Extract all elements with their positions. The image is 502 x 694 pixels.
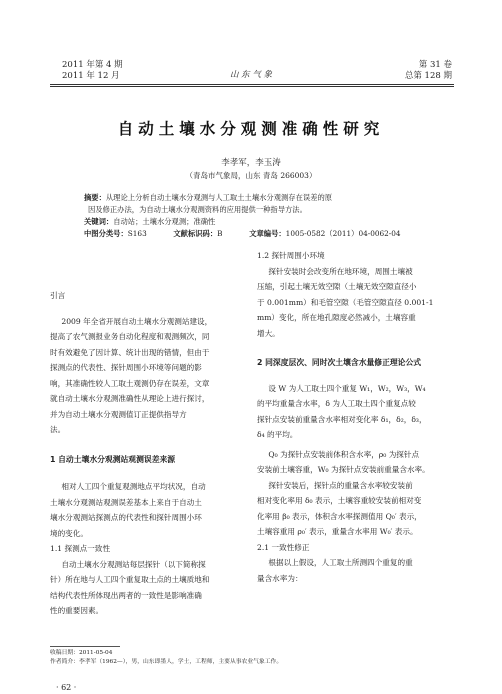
header-rule bbox=[50, 84, 454, 85]
section12-heading: 1.2 探针周围小环境 bbox=[257, 251, 325, 260]
left-column bbox=[50, 288, 248, 619]
intro-heading: 引言 bbox=[50, 291, 66, 300]
header-rule-2 bbox=[50, 86, 454, 87]
journal-name: 山 东 气 象 bbox=[229, 70, 273, 80]
abstract-line2: 因及修正办法，为自动土壤水分观测资料的应用提供一种指导方法。 bbox=[88, 205, 307, 214]
intro-line: 就自动土壤水分观测准确性从理论上进行探讨， bbox=[50, 394, 210, 403]
section12-line: 压缩，引起土壤无效空隙（土壤无效空隙直径小 bbox=[257, 282, 417, 291]
section12-paragraph bbox=[257, 264, 455, 342]
affiliation: （青岛市气象局，山东 青岛 266003） bbox=[185, 171, 317, 180]
section11-line: 自动土壤水分观测站每层探针（以下简称探 bbox=[61, 559, 206, 569]
keywords-label: 关键词： bbox=[84, 217, 114, 226]
received-date: 收稿日期：2011-05-04 bbox=[50, 650, 113, 656]
section21-paragraph bbox=[257, 555, 455, 586]
intro-line: 并为自动土壤水分观测值订正提供指导方 bbox=[50, 409, 187, 419]
footnote-rule bbox=[50, 646, 120, 647]
intro-line: 2009 年全省开展自动土壤水分观测站建设， bbox=[61, 316, 213, 326]
section1-line: 土壤水分观测站观测误差基本上来自于自动土 bbox=[50, 497, 202, 507]
keywords: 自动站；土壤水分观测；准确性 bbox=[113, 217, 216, 226]
section2-line: 设 W 为人工取土四个重复 W₁，W₂，W₃，W₄ bbox=[268, 383, 426, 393]
section1-heading: 1 自动土壤水分观测站观测误差来源 bbox=[50, 454, 176, 464]
section12-line: mm）变化，所在地孔隙度必然减小，土壤容重 bbox=[257, 313, 416, 322]
section12-line: 于 0.001mm）和毛管空隙（毛管空隙直径 0.001-1 bbox=[257, 297, 434, 307]
section21-line: 量含水率为： bbox=[257, 573, 303, 583]
clc: S163 bbox=[127, 229, 147, 238]
doc-code: B bbox=[217, 229, 223, 238]
section12-line: 探针安装时会改变所在地环境，周围土壤被 bbox=[268, 266, 413, 276]
volume-label: 第 31 卷 bbox=[418, 60, 452, 70]
abstract-line1: 从理论上分析自动土壤水分观测与人工取土土壤水分观测存在误差的原 bbox=[105, 193, 333, 202]
date-label: 2011 年 12 月 bbox=[62, 71, 120, 81]
paper-title: 自动土壤水分观测准确性研究 bbox=[117, 120, 385, 138]
section21-heading: 2.1 一致性修正 bbox=[257, 542, 310, 552]
author-bio: 作者简介：李孝军（1962—），男，山东即墨人，学士，工程师，主要从事农业气象工作。 bbox=[50, 659, 283, 665]
section2-line: 化率用 β₀ 表示，体积含水率探测值用 Q₀′ 表示， bbox=[257, 511, 422, 521]
section2-line: 探针点安装前重量含水率相对变化率 δ₁，δ₂，δ₃， bbox=[257, 414, 427, 424]
section12-line: 增大。 bbox=[257, 328, 280, 338]
abstract-label: 摘要： bbox=[84, 193, 106, 202]
section11-heading: 1.1 探测点一致性 bbox=[50, 544, 111, 553]
intro-line: 响，其准确性较人工取土观测仍存在误差，文章 bbox=[50, 378, 210, 388]
section2-line: 相对变化率用 δ₀ 表示，土壤容重较安装前相对变 bbox=[257, 496, 422, 505]
abstract bbox=[84, 192, 424, 240]
section11-paragraph bbox=[50, 557, 248, 619]
section1-line: 壤水分观测站探测点的代表性和探针周围小环 bbox=[50, 513, 202, 522]
section21-line: 根据以上假设，人工取土所测四个重复的重 bbox=[268, 558, 413, 567]
intro-line: 法。 bbox=[50, 425, 66, 434]
section11-line: 性的重要因素。 bbox=[50, 606, 104, 615]
section2-line: Q₀ 为探针点安装前体积含水率，ρ₀ 为探针点 bbox=[268, 449, 420, 459]
section2-line: 安装前土壤容重，W₀ 为探针点安装前重量含水率。 bbox=[257, 465, 430, 474]
section11-line: 针）所在地与人工四个重复取土点的土壤质地和 bbox=[50, 575, 210, 584]
issue-label: 2011 年第 4 期 bbox=[62, 60, 123, 70]
section1-line: 境的变化。 bbox=[50, 528, 88, 538]
section2-line: 探针安装后，探针点的重量含水率较安装前 bbox=[268, 480, 413, 490]
right-column bbox=[257, 248, 455, 586]
total-issue-label: 总第 128 期 bbox=[404, 71, 452, 81]
section1-paragraph bbox=[50, 479, 248, 541]
page-number: · 62 · bbox=[56, 683, 77, 692]
section2-heading: 2 同深度层次、同时次土壤含水量修正理论公式 bbox=[257, 358, 422, 367]
section2-line: 的平均重量含水率，δ 为人工取土四个重复点较 bbox=[257, 399, 416, 408]
section11-line: 结构代表性所体现出两者的一致性是影响准确 bbox=[50, 590, 202, 600]
article-no-label: 文章编号： bbox=[249, 229, 286, 238]
clc-label: 中图分类号： bbox=[84, 229, 128, 238]
authors: 李孝军，李玉涛 bbox=[221, 158, 281, 168]
intro-paragraph bbox=[50, 314, 248, 438]
section2-paragraph bbox=[257, 381, 455, 540]
article-no: 1005-0582（2011）04-0062-04 bbox=[285, 229, 401, 238]
intro-line: 探测点的代表性、探针周围小环境等问题的影 bbox=[50, 363, 202, 372]
section2-line: δ₄ 的平均。 bbox=[257, 430, 298, 439]
section1-line: 相对人工四个重复观测地点平均状况，自动 bbox=[61, 482, 206, 491]
doc-code-label: 文献标识码： bbox=[173, 229, 218, 238]
section2-line: 土壤容重用 ρ₀′ 表示，重量含水率用 W₀′ 表示。 bbox=[257, 527, 418, 536]
intro-line: 时有效避免了因计算、统计出现的错情，但由于 bbox=[50, 347, 210, 357]
intro-line: 提高了农气测报业务自动化程度和观测频次，同 bbox=[50, 332, 210, 341]
